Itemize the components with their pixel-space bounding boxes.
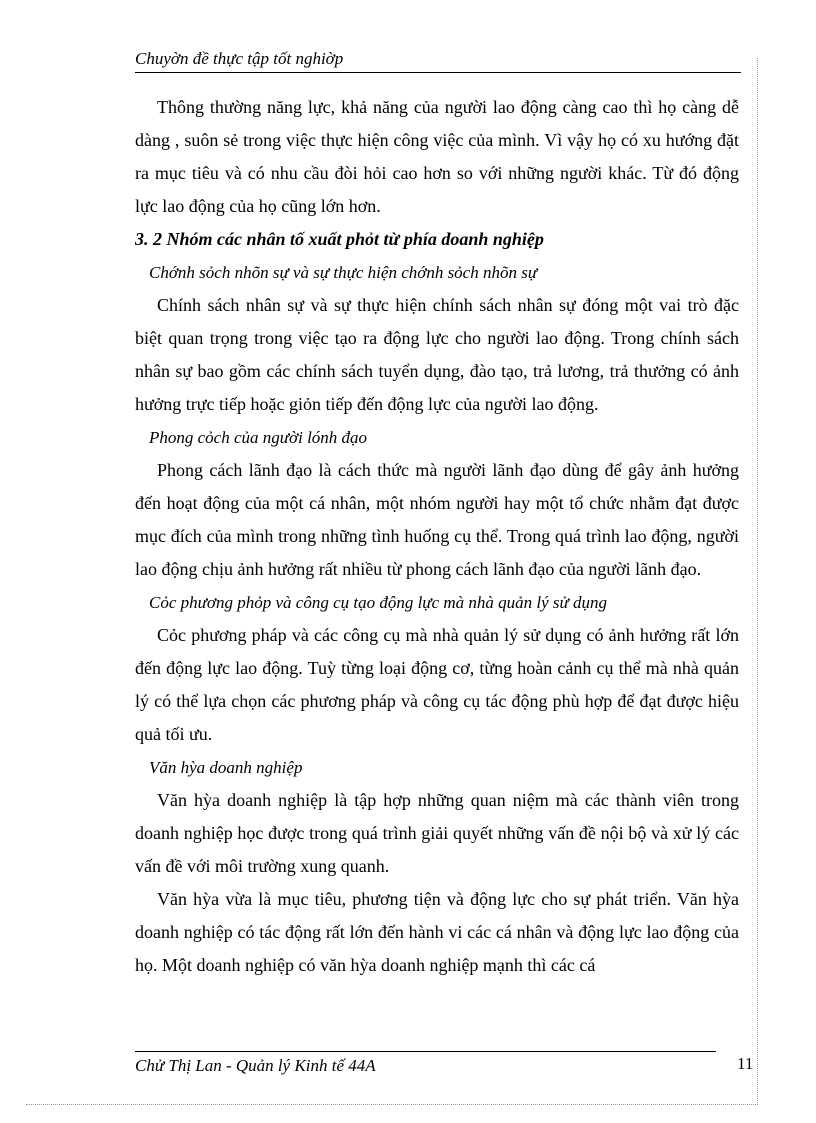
section-heading: 3. 2 Nhóm các nhân tố xuất phỏt từ phía doanh nghiệp <box>135 229 544 249</box>
subheading-hr-policy: Chớnh sỏch nhõn sự và sự thực hiện chớnh sỏch nhõn sự <box>149 263 538 282</box>
subheading-motivation-methods: Cỏc phương phỏp và công cụ tạo động lực mà nhà quản lý sử dụng <box>149 593 608 612</box>
paragraph-corporate-culture-definition: Văn hỳa doanh nghiệp là tập hợp những quan niệm mà các thành viên trong doanh nghiệp học được trong quá trình giải quyết những vấn đề nội bộ và xử lý các vấn đề với môi trường xung quanh. <box>135 790 739 876</box>
page-border-right <box>757 58 761 1105</box>
page-border-bottom <box>26 1104 758 1105</box>
page-body <box>135 91 739 982</box>
page-header: Chuyờn đề thực tập tốt nghiờp <box>135 48 741 73</box>
footer-divider <box>135 1051 716 1052</box>
paragraph-hr-policy: Chính sách nhân sự và sự thực hiện chính sách nhân sự đóng một vai trò đặc biệt quan trọng trong việc tạo ra động lực cho người lao động. Trong chính sách nhân sự bao gồm các chính sách tuyển dụng, đào tạo, trả lương, trả thưởng có ảnh hưởng trực tiếp hoặc giỏn tiếp đến động lực của người lao động. <box>135 295 739 414</box>
subheading-leadership-style: Phong cỏch của người lónh đạo <box>149 428 368 447</box>
paragraph-ability: Thông thường năng lực, khả năng của người lao động càng cao thì họ càng dễ dàng , suôn sẻ trong việc thực hiện công việc của mình. Vì vậy họ có xu hướng đặt ra mục tiêu và có nhu cầu đòi hỏi cao hơn so với những người khác. Từ đó động lực lao động của họ cũng lớn hơn. <box>135 97 739 216</box>
paragraph-leadership-style: Phong cách lãnh đạo là cách thức mà người lãnh đạo dùng để gây ảnh hưởng đến hoạt động của một cá nhân, một nhóm người hay một tổ chức nhằm đạt được mục đích của mình trong những tình huống cụ thể. Trong quá trình lao động, người lao động chịu ảnh hưởng rất nhiều từ phong cách lãnh đạo của người lãnh đạo. <box>135 460 739 579</box>
paragraph-motivation-methods: Cỏc phương pháp và các công cụ mà nhà quản lý sử dụng có ảnh hưởng rất lớn đến động lực lao động. Tuỳ từng loại động cơ, từng hoàn cảnh cụ thể mà nhà quản lý có thể lựa chọn các phương pháp và công cụ tác động phù hợp để đạt được hiệu quả tối ưu. <box>135 625 739 744</box>
page-number: 11 <box>737 1054 754 1073</box>
footer-author: Chử Thị Lan - Quản lý Kinh tế 44A <box>135 1056 376 1075</box>
paragraph-corporate-culture-role: Văn hỳa vừa là mục tiêu, phương tiện và động lực cho sự phát triển. Văn hỳa doanh nghiệp có tác động rất lớn đến hành vi các cá nhân và động lực lao động của họ. Một doanh nghiệp có văn hỳa doanh nghiệp mạnh thì các cá <box>135 889 739 975</box>
subheading-corporate-culture: Văn hỳa doanh nghiệp <box>149 758 303 777</box>
